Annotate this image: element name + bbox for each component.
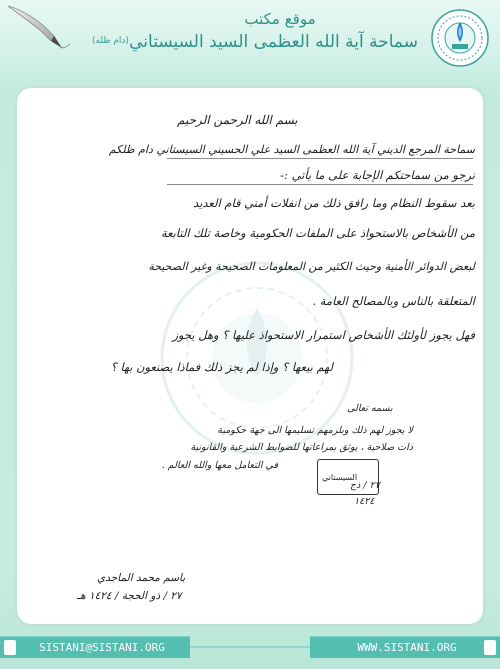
- answer-date: ٢٧ / ذج: [350, 480, 380, 491]
- letter-line-2: نرجو من سماحتكم الإجابة على ما يأتي :-: [280, 168, 475, 182]
- site-name[interactable]: سماحة آية الله العظمى السيد السيستاني: [129, 32, 418, 52]
- site-logo-icon[interactable]: [430, 8, 490, 68]
- site-label: موقع مكتب: [244, 10, 316, 28]
- sender-name: باسم محمد الماجدي: [97, 572, 186, 584]
- answer-line-2: ذات صلاحية ، يوثق بمراعاتها للضوابط الشرعية والقانونية: [190, 442, 413, 453]
- email-link[interactable]: [0, 636, 190, 658]
- underline: [167, 184, 473, 185]
- site-footer: [0, 636, 500, 660]
- letter-line-8: لهم بيعها ؟ وإذا لم يجز ذلك فماذا يصنعون بها ؟: [110, 360, 333, 374]
- letter-line-6: المتعلقة بالناس وبالمصالح العامة .: [312, 294, 475, 308]
- footer-divider: [190, 646, 310, 648]
- answer-year: ١٤٢٤: [354, 496, 375, 507]
- letter-paper: [17, 88, 483, 624]
- letter-line-7: فهل يجوز لأولئك الأشخاص استمرار الاستحواذ عليها ؟ وهل يجوز: [172, 328, 475, 342]
- email-icon: [4, 640, 16, 655]
- site-header: [0, 0, 500, 80]
- site-tag: (دام ظله): [92, 36, 129, 46]
- letter-line-1: سماحة المرجع الديني آية الله العظمى السيد علي الحسيني السيستاني دام ظلكم: [108, 143, 475, 156]
- letter-line-4: من الأشخاص بالاستحواذ على الملفات الحكومية وخاصة تلك التابعة: [160, 226, 475, 240]
- website-icon: [484, 640, 496, 655]
- answer-line-1: لا يجوز لهم ذلك وبلزمهم تسليمها الى جهة حكومية: [217, 425, 413, 436]
- basmala: بسم الله الرحمن الرحيم: [177, 113, 298, 127]
- seal-stamp-text: السيستاني: [322, 473, 358, 482]
- email-text: SISTANI@SISTANI.ORG: [39, 641, 165, 654]
- letter-line-5: لبعض الدوائر الأمنية وحيث الكثير من المعلومات الصحيحة وغير الصحيحة: [148, 260, 475, 273]
- website-text: WWW.SISTANI.ORG: [357, 641, 457, 654]
- answer-basmala: بسمه تعالى: [347, 403, 393, 414]
- answer-line-3: في التعامل معها والله العالم .: [161, 460, 278, 471]
- underline: [167, 158, 473, 159]
- letter-line-3: بعد سقوط النظام وما رافق ذلك من انفلات أمني قام العديد: [193, 196, 475, 210]
- sender-date: ٢٧ / ذو الحجة / ١٤٢٤ هـ: [77, 590, 182, 602]
- website-link[interactable]: [310, 636, 500, 658]
